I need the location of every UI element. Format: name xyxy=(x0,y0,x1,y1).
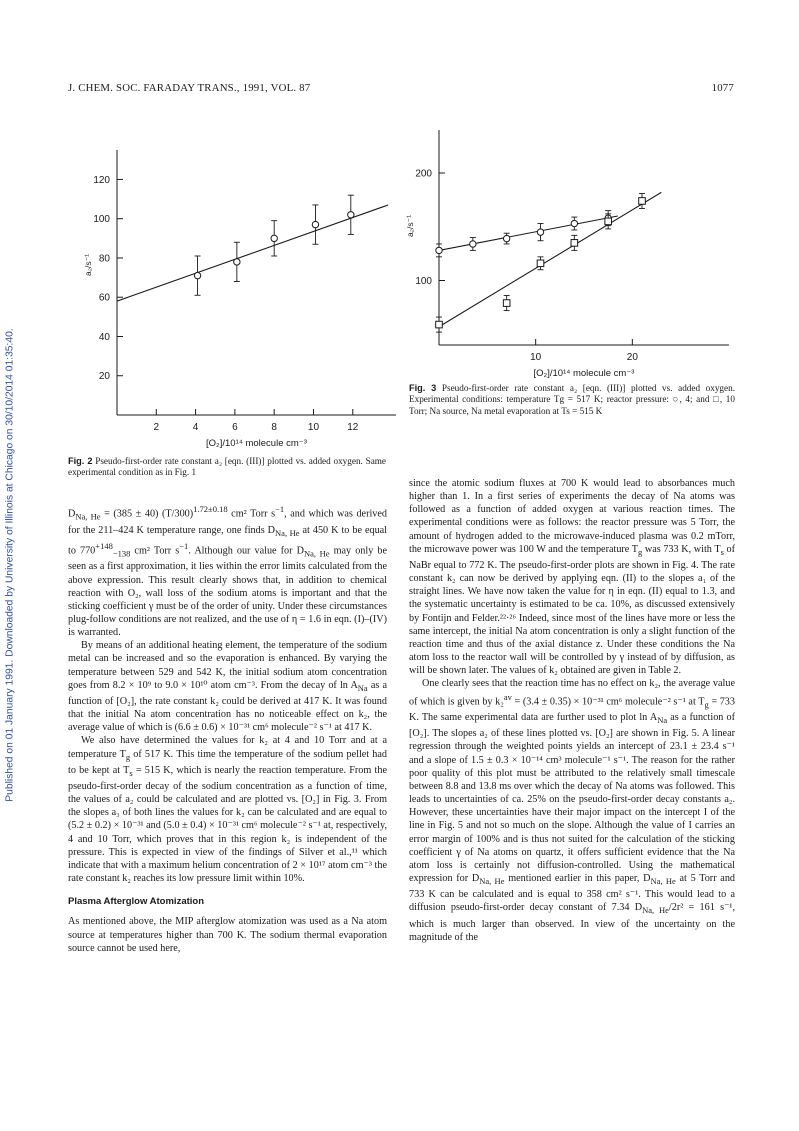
data-point-circle xyxy=(271,235,277,241)
y-tick-label: 200 xyxy=(415,168,432,180)
left-paragraph: As mentioned above, the MIP afterglow atomization was used as a Na atom source at temperatures higher than 700 K. The sodium thermal evaporation source cannot be used here, xyxy=(68,916,387,954)
x-tick-label: 10 xyxy=(307,422,320,433)
figure-3-caption-text: Pseudo-first-order rate constant a₂ [eqn. (III)] plotted vs. added oxygen. Experimental conditions: temperature Tg = 517 K; reactor pressure: ○, 4; and □, 10 Torr; Na source, Na metal evaporation at Ts = 515 K xyxy=(409,383,735,416)
y-axis-label: a₂/s⁻¹ xyxy=(83,254,93,276)
data-point-circle xyxy=(234,259,240,265)
data-point-square xyxy=(436,321,443,328)
figure-3-caption xyxy=(409,383,735,417)
data-point-circle xyxy=(571,220,577,226)
x-tick-label: 2 xyxy=(153,422,160,433)
x-axis-label: [O₂]/10¹⁴ molecule cm⁻³ xyxy=(533,368,635,379)
fit-line xyxy=(117,205,388,301)
section-heading: Plasma Afterglow Atomization xyxy=(68,896,205,908)
right-text-column xyxy=(409,477,735,944)
fit-line xyxy=(439,192,661,326)
left-text-column xyxy=(68,503,387,955)
y-axis-label: a₂/s⁻¹ xyxy=(405,215,415,237)
x-axis-label: [O₂]/10¹⁴ molecule cm⁻³ xyxy=(206,438,307,449)
figure-2-chart xyxy=(68,150,398,480)
x-tick-label: 12 xyxy=(347,422,359,433)
y-tick-label: 100 xyxy=(415,276,432,287)
figure-3-chart xyxy=(395,116,735,381)
data-point-circle xyxy=(537,229,543,235)
data-point-circle xyxy=(194,272,200,278)
figure-2-caption-text: Pseudo-first-order rate constant a₂ [eqn. (III)] plotted vs. added oxygen. Same experimental condition as in Fig. 1 xyxy=(68,456,387,478)
data-point-circle xyxy=(436,247,442,253)
y-tick-label: 80 xyxy=(98,253,110,265)
data-point-square xyxy=(537,260,544,267)
data-point-square xyxy=(503,300,510,307)
data-point-circle xyxy=(470,241,476,247)
y-tick-label: 20 xyxy=(98,371,110,383)
download-watermark: Published on 01 January 1991. Downloaded by University of Illinois at Chicago on 30/10/2014 01:35:40. xyxy=(4,328,16,802)
x-tick-label: 20 xyxy=(626,352,638,363)
data-point-circle xyxy=(503,235,509,241)
y-tick-label: 40 xyxy=(98,331,110,343)
y-tick-label: 100 xyxy=(93,214,110,226)
x-tick-label: 8 xyxy=(271,422,277,433)
left-paragraph: $D_{Na, He} = (385 \pm 40)$ $(T/300)^{1.72\pm 0.18}$ cm² Torr $s^{-1}$, and which was derived for the 211–424 K temperature range, one finds $D_{Na, He}$ at 450 K to be equal to $770^{+148}_{-138}$ cm² Torr $s^{-1}$. Although our value for $D_{Na, He}$ may only be seen as a first approximation, it lies within the error limits calculated from the above expression. This result clearly shows that, in addition to chemical reaction with O₂, wall loss of the sodium atoms is important and that the sticking coefficient γ must be of the order of unity. Under these circumstances plug-follow conditions are not realized, and the use of η = 1.6 in eqn. (I)–(IV) is warranted. xyxy=(68,504,388,639)
x-tick-label: 10 xyxy=(530,352,542,363)
data-point-square xyxy=(639,198,646,205)
figure-3-label: Fig. 3 xyxy=(409,383,437,393)
right-paragraph: One clearly sees that the reaction time has no effect on k₂, the average value of which is given by k₂$^{av}$ = (3.4 ± 0.35) × 10⁻³¹ cm⁶ molecule⁻² s⁻¹ at $T_g = 733$ K. The same experimental data are further used to plot $\ln A_{Na}$ as a function of [O₂]. The slopes a₂ of these lines plotted vs. [O₂] are shown in Fig. 5. A linear regression through the weighted points yields an intercept of 23.1 ± 23.4 s⁻¹ and a slope of 1.5 ± 0.3 × 10⁻¹⁴ cm³ molecule⁻¹ s⁻¹. The reason for the rather poor quality of this plot must be attributed to the relatively small timescale between 8.8 and 13.8 ms over which the decay of Na atoms was followed. This leads to uncertainties of ca. 25% on the pseudo-first-order decay constants a₂. However, these uncertainties have their major impact on the intercept I of the line in Fig. 5 and not so much on the slope. Although the value of I carries an error margin of 100% and is thus not suited for the calculation of the sticking coefficient γ of Na atoms on quartz, it offers sufficient evidence that the Na atom loss is certainly not diffusion-controlled. Using the mathematical expression for $D_{Na, He}$ mentioned earlier in this paper, $D_{Na, He}$ at 5 Torr and 733 K can be calculated and is equal to 358 cm² s⁻¹. This would lead to a diffusion pseudo-first-order decay constant of 7.34 $D_{Na, He}/2r^2 = 161$ s⁻¹, which is much larger than observed. In view of the uncertainty on the magnitude of the xyxy=(409,678,736,943)
figure-2-label: Fig. 2 xyxy=(68,456,93,466)
x-tick-label: 6 xyxy=(232,422,238,433)
data-point-circle xyxy=(312,221,318,227)
x-tick-label: 4 xyxy=(192,422,199,433)
running-header: J. CHEM. SOC. FARADAY TRANS., 1991, VOL. 87 xyxy=(68,82,311,94)
y-tick-label: 120 xyxy=(93,174,110,186)
left-paragraph: We also have determined the values for k₂ at 4 and 10 Torr and at a temperature $T_g$ of 517 K. This time the temperature of the sodium pellet had to be kept at $T_s = 515$ K, which is nearly the reaction temperature. From the pseudo-first-order decay of the sodium concentration as a function of time, the values of a₂ could be calculated and are plotted vs. [O₂] in Fig. 3. From the slopes a₃ of both lines the values for k₂ can be calculated and are equal to (5.2 ± 0.2) × 10⁻³¹ and (5.0 ± 0.4) × 10⁻³¹ cm⁶ molecule⁻² s⁻¹ at, respectively, 4 and 10 Torr, which proves that in this region k₂ is independent of the pressure. This is expected in view of the findings of Silver et al.,¹¹ which indicate that with a maximum helium concentration of 2 × 10¹⁷ atom cm⁻³ the rate constant k₂ reaches its low pressure limit within 10%. xyxy=(68,735,387,885)
figure-2-caption xyxy=(68,456,386,479)
fit-line xyxy=(439,216,618,250)
right-paragraph: since the atomic sodium fluxes at 700 K would lead to absorbances much higher than 1. In a first series of experiments the decay of Na atoms was followed as a function of added oxygen at various reaction times. The experimental conditions were as follows: the reactor pressure was 5 Torr, the amount of hydrogen added to the microwave-induced plasma was 0.2 mTorr, the microwave power was 100 W and the temperature $T_g$ was 733 K, with $T_s$ of NaBr equal to 772 K. The pseudo-first-order plots are shown in Fig. 4. The rate constant k₂ can now be derived by applying eqn. (II) to the slopes a₁ of the straight lines. We have now taken the value for η in eqn. (II) equal to 1.3, and the systematic uncertainty is estimated to be ca. 10%, as discussed extensively by Fontijn and Felder.²²·²⁶ Indeed, since most of the lines have more or less the same intercept, the initial Na atom concentration is only a slight function of the reaction time and thus of the axial distance z. Under these conditions the Na atom loss to the reactor wall will be controlled by γ instead of by diffusion, as will be shown later. The values of k₂ obtained are given in Table 2. xyxy=(409,478,735,677)
data-point-square xyxy=(571,240,578,247)
data-point-square xyxy=(605,218,612,225)
y-tick-label: 60 xyxy=(98,292,110,304)
left-paragraph: By means of an additional heating element, the temperature of the sodium metal can be increased and so the evaporation is enhanced. By varying the temperature between 529 and 542 K, the initial sodium atom concentration goes from 8.2 × 10⁹ to 9.0 × 10¹⁰ atom cm⁻³. From the decay of $\ln A_{Na}$ as a function of [O₂], the rate constant k₂ could be derived at 417 K. It was found that the initial Na atom concentration has no noticeable effect on k₂, the average value of which is (6.6 ± 0.6) × 10⁻³¹ cm⁶ molecule⁻² s⁻¹ at 417 K. xyxy=(68,640,387,734)
page-number: 1077 xyxy=(711,82,734,94)
data-point-circle xyxy=(348,212,354,218)
